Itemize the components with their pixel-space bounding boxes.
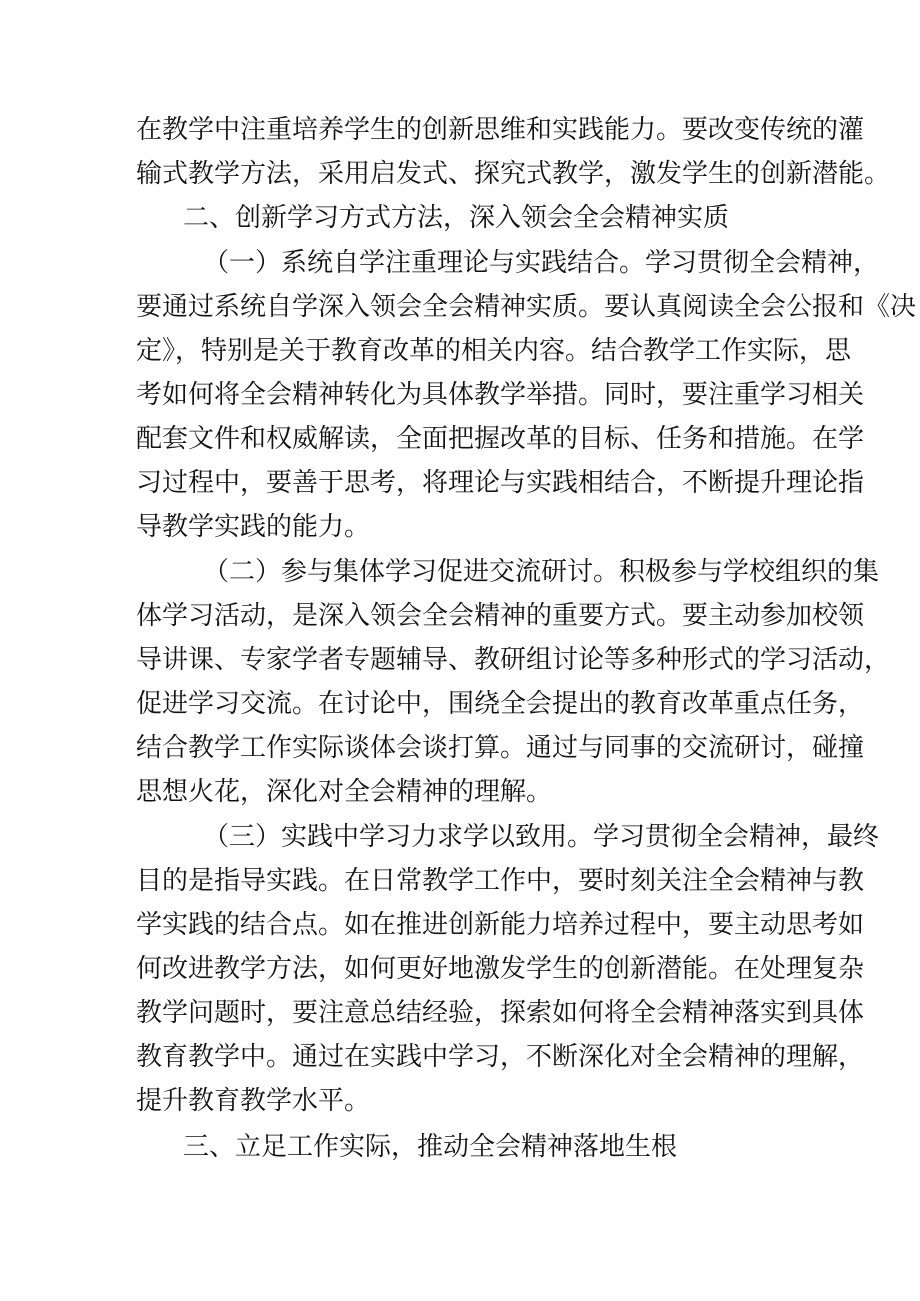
paragraph-first-line: （三）实践中学习力求学以致用。学习贯彻全会精神，最终 xyxy=(203,822,880,852)
body-line: 导教学实践的能力。 xyxy=(136,512,371,542)
body-line: 目的是指导实践。在日常教学工作中，要时刻关注全会精神与教 xyxy=(136,866,865,896)
body-line: 考如何将全会精神转化为具体教学举措。同时，要注重学习相关 xyxy=(136,380,865,410)
paragraph-first-line: （一）系统自学注重理论与实践结合。学习贯彻全会精神， xyxy=(203,248,880,278)
section-heading-3: 三、立足工作实际，推动全会精神落地生根 xyxy=(183,1132,678,1162)
paragraph-first-line: （二）参与集体学习促进交流研讨。积极参与学校组织的集 xyxy=(203,557,880,587)
section-heading-2: 二、创新学习方式方法，深入领会全会精神实质 xyxy=(183,203,730,233)
body-line: 在教学中注重培养学生的创新思维和实践能力。要改变传统的灌 xyxy=(136,115,865,145)
body-line: 定》，特别是关于教育改革的相关内容。结合教学工作实际，思 xyxy=(136,336,852,366)
body-line: 教育教学中。通过在实践中学习，不断深化对全会精神的理解， xyxy=(136,1042,865,1072)
body-line: 输式教学方法，采用启发式、探究式教学，激发学生的创新潜能。 xyxy=(136,159,891,189)
body-line: 结合教学工作实际谈体会谈打算。通过与同事的交流研讨，碰撞 xyxy=(136,733,865,763)
body-line: 教学问题时，要注意总结经验，探索如何将全会精神落实到具体 xyxy=(136,998,865,1028)
body-line: 提升教育教学水平。 xyxy=(136,1086,371,1116)
body-line: 促进学习交流。在讨论中，围绕全会提出的教育改革重点任务， xyxy=(136,689,865,719)
body-line: 何改进教学方法，如何更好地激发学生的创新潜能。在处理复杂 xyxy=(136,954,865,984)
body-line: 要通过系统自学深入领会全会精神实质。要认真阅读全会公报和《决 xyxy=(136,292,917,322)
body-line: 导讲课、专家学者专题辅导、教研组讨论等多种形式的学习活动， xyxy=(136,645,891,675)
body-line: 习过程中，要善于思考，将理论与实践相结合，不断提升理论指 xyxy=(136,468,865,498)
body-line: 思想火花，深化对全会精神的理解。 xyxy=(136,777,553,807)
body-line: 配套文件和权威解读，全面把握改革的目标、任务和措施。在学 xyxy=(136,424,865,454)
body-line: 学实践的结合点。如在推进创新能力培养过程中，要主动思考如 xyxy=(136,910,865,940)
body-line: 体学习活动，是深入领会全会精神的重要方式。要主动参加校领 xyxy=(136,601,865,631)
